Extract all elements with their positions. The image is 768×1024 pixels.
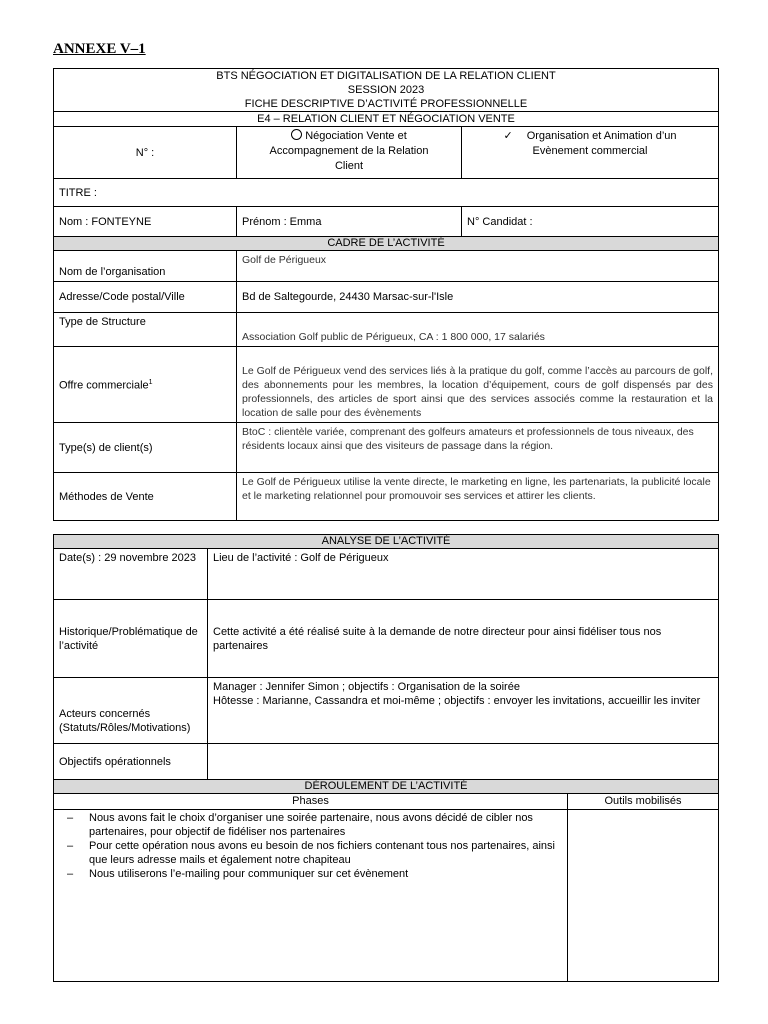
option1-line2: Accompagnement de la Relation bbox=[269, 145, 429, 157]
objectifs-label: Objectifs opérationnels bbox=[54, 744, 208, 780]
option2-line2: Evènement commercial bbox=[532, 145, 648, 157]
structure-value: Association Golf public de Périgueux, CA : 1 800 000, 17 salariés bbox=[237, 313, 719, 347]
fiche-title: FICHE DESCRIPTIVE D’ACTIVITÉ PROFESSIONNELLE bbox=[244, 98, 528, 110]
option-organisation-animation[interactable] bbox=[462, 127, 719, 179]
historique-label: Historique/Problématique de l’activité bbox=[54, 600, 208, 678]
nom-field: Nom : FONTEYNE bbox=[54, 207, 237, 237]
annex-title: ANNEXE V–1 bbox=[53, 41, 146, 57]
prenom-field: Prénom : Emma bbox=[237, 207, 462, 237]
session-label: SESSION 2023 bbox=[347, 84, 425, 96]
methodes-value: Le Golf de Périgueux utilise la vente directe, le marketing en ligne, les partenariats, la publicité locale et le marketing relationnel pour promouvoir ses services et attirer les clients. bbox=[237, 473, 719, 521]
phases-content bbox=[54, 810, 568, 982]
option1-line3: Client bbox=[334, 160, 364, 172]
offre-label bbox=[54, 347, 237, 423]
phases-list bbox=[59, 811, 562, 881]
org-label: Nom de l’organisation bbox=[54, 251, 237, 282]
option1-line1: Négociation Vente et bbox=[305, 130, 407, 142]
analyse-heading: ANALYSE DE L’ACTIVITÉ bbox=[54, 535, 719, 549]
clients-label: Type(s) de client(s) bbox=[54, 423, 237, 473]
option-nego-vente[interactable] bbox=[237, 127, 462, 179]
activity-form-bottom bbox=[53, 534, 719, 982]
date-field: Date(s) : 29 novembre 2023 bbox=[54, 549, 208, 600]
activity-form-top bbox=[53, 68, 719, 521]
cadre-heading: CADRE DE L’ACTIVITÉ bbox=[54, 237, 719, 251]
footnote-ref: 1 bbox=[148, 379, 153, 387]
structure-label: Type de Structure bbox=[54, 313, 237, 347]
acteurs-label: Acteurs concernés (Statuts/Rôles/Motivations) bbox=[54, 678, 208, 744]
methodes-label: Méthodes de Vente bbox=[54, 473, 237, 521]
lieu-field: Lieu de l’activité : Golf de Périgueux bbox=[208, 549, 719, 600]
list-item: – Pour cette opération nous avons eu besoin de nos fichiers contenant tous nos partenaires, ainsi que leurs adresse mails et également notre chapiteau bbox=[89, 839, 562, 867]
offre-value: Le Golf de Périgueux vend des services liés à la pratique du golf, comme l’accès au parcours de golf, des abonnements pour les membres, la location d’équipement, cours de golf dispensés par des professionnels, des articles de sport ainsi que des services associés comme la restauration et la location de salle pour des évènements bbox=[237, 347, 719, 423]
check-icon: ✓ bbox=[503, 130, 513, 142]
list-item: – Nous utiliserons l’e-mailing pour communiquer sur cet évènement bbox=[89, 867, 562, 881]
acteurs-value bbox=[208, 678, 719, 744]
phases-header: Phases bbox=[54, 794, 568, 810]
epreuve-title: E4 – RELATION CLIENT ET NÉGOCIATION VENTE bbox=[54, 112, 719, 127]
outils-header: Outils mobilisés bbox=[568, 794, 719, 810]
address-value: Bd de Saltegourde, 24430 Marsac-sur-l'Isle bbox=[237, 282, 719, 313]
clients-value: BtoC : clientèle variée, comprenant des golfeurs amateurs et professionnels de tous niveaux, des résidents locaux ainsi que des visiteurs de passage dans la région. bbox=[237, 423, 719, 473]
form-header bbox=[54, 69, 719, 112]
objectifs-value bbox=[208, 744, 719, 780]
outils-content bbox=[568, 810, 719, 982]
list-item: – Nous avons fait le choix d’organiser une soirée partenaire, nous avons décidé de cibler nos partenaires, pour objectif de fidéliser nos partenaires bbox=[89, 811, 562, 839]
bts-title: BTS NÉGOCIATION ET DIGITALISATION DE LA RELATION CLIENT bbox=[216, 70, 556, 82]
acteurs-manager: Manager : Jennifer Simon ; objectifs : Organisation de la soirée bbox=[213, 681, 520, 693]
address-label: Adresse/Code postal/Ville bbox=[54, 282, 237, 313]
candidat-number-field: N° Candidat : bbox=[462, 207, 719, 237]
acteurs-hotesse: Hôtesse : Marianne, Cassandra et moi-même ; objectifs : envoyer les invitations, accueillir les inviter bbox=[213, 695, 701, 707]
option2-line1: Organisation et Animation d’un bbox=[526, 130, 677, 142]
offre-label-text: Offre commerciale bbox=[59, 379, 149, 392]
historique-value: Cette activité a été réalisé suite à la demande de notre directeur pour ainsi fidéliser tous nos partenaires bbox=[208, 600, 719, 678]
deroulement-heading: DÉROULEMENT DE L’ACTIVITÉ bbox=[54, 780, 719, 794]
org-value: Golf de Périgueux bbox=[237, 251, 719, 282]
numero-label: N° : bbox=[54, 127, 237, 179]
radio-circle-icon[interactable] bbox=[291, 129, 302, 140]
titre-field: TITRE : bbox=[54, 179, 719, 207]
